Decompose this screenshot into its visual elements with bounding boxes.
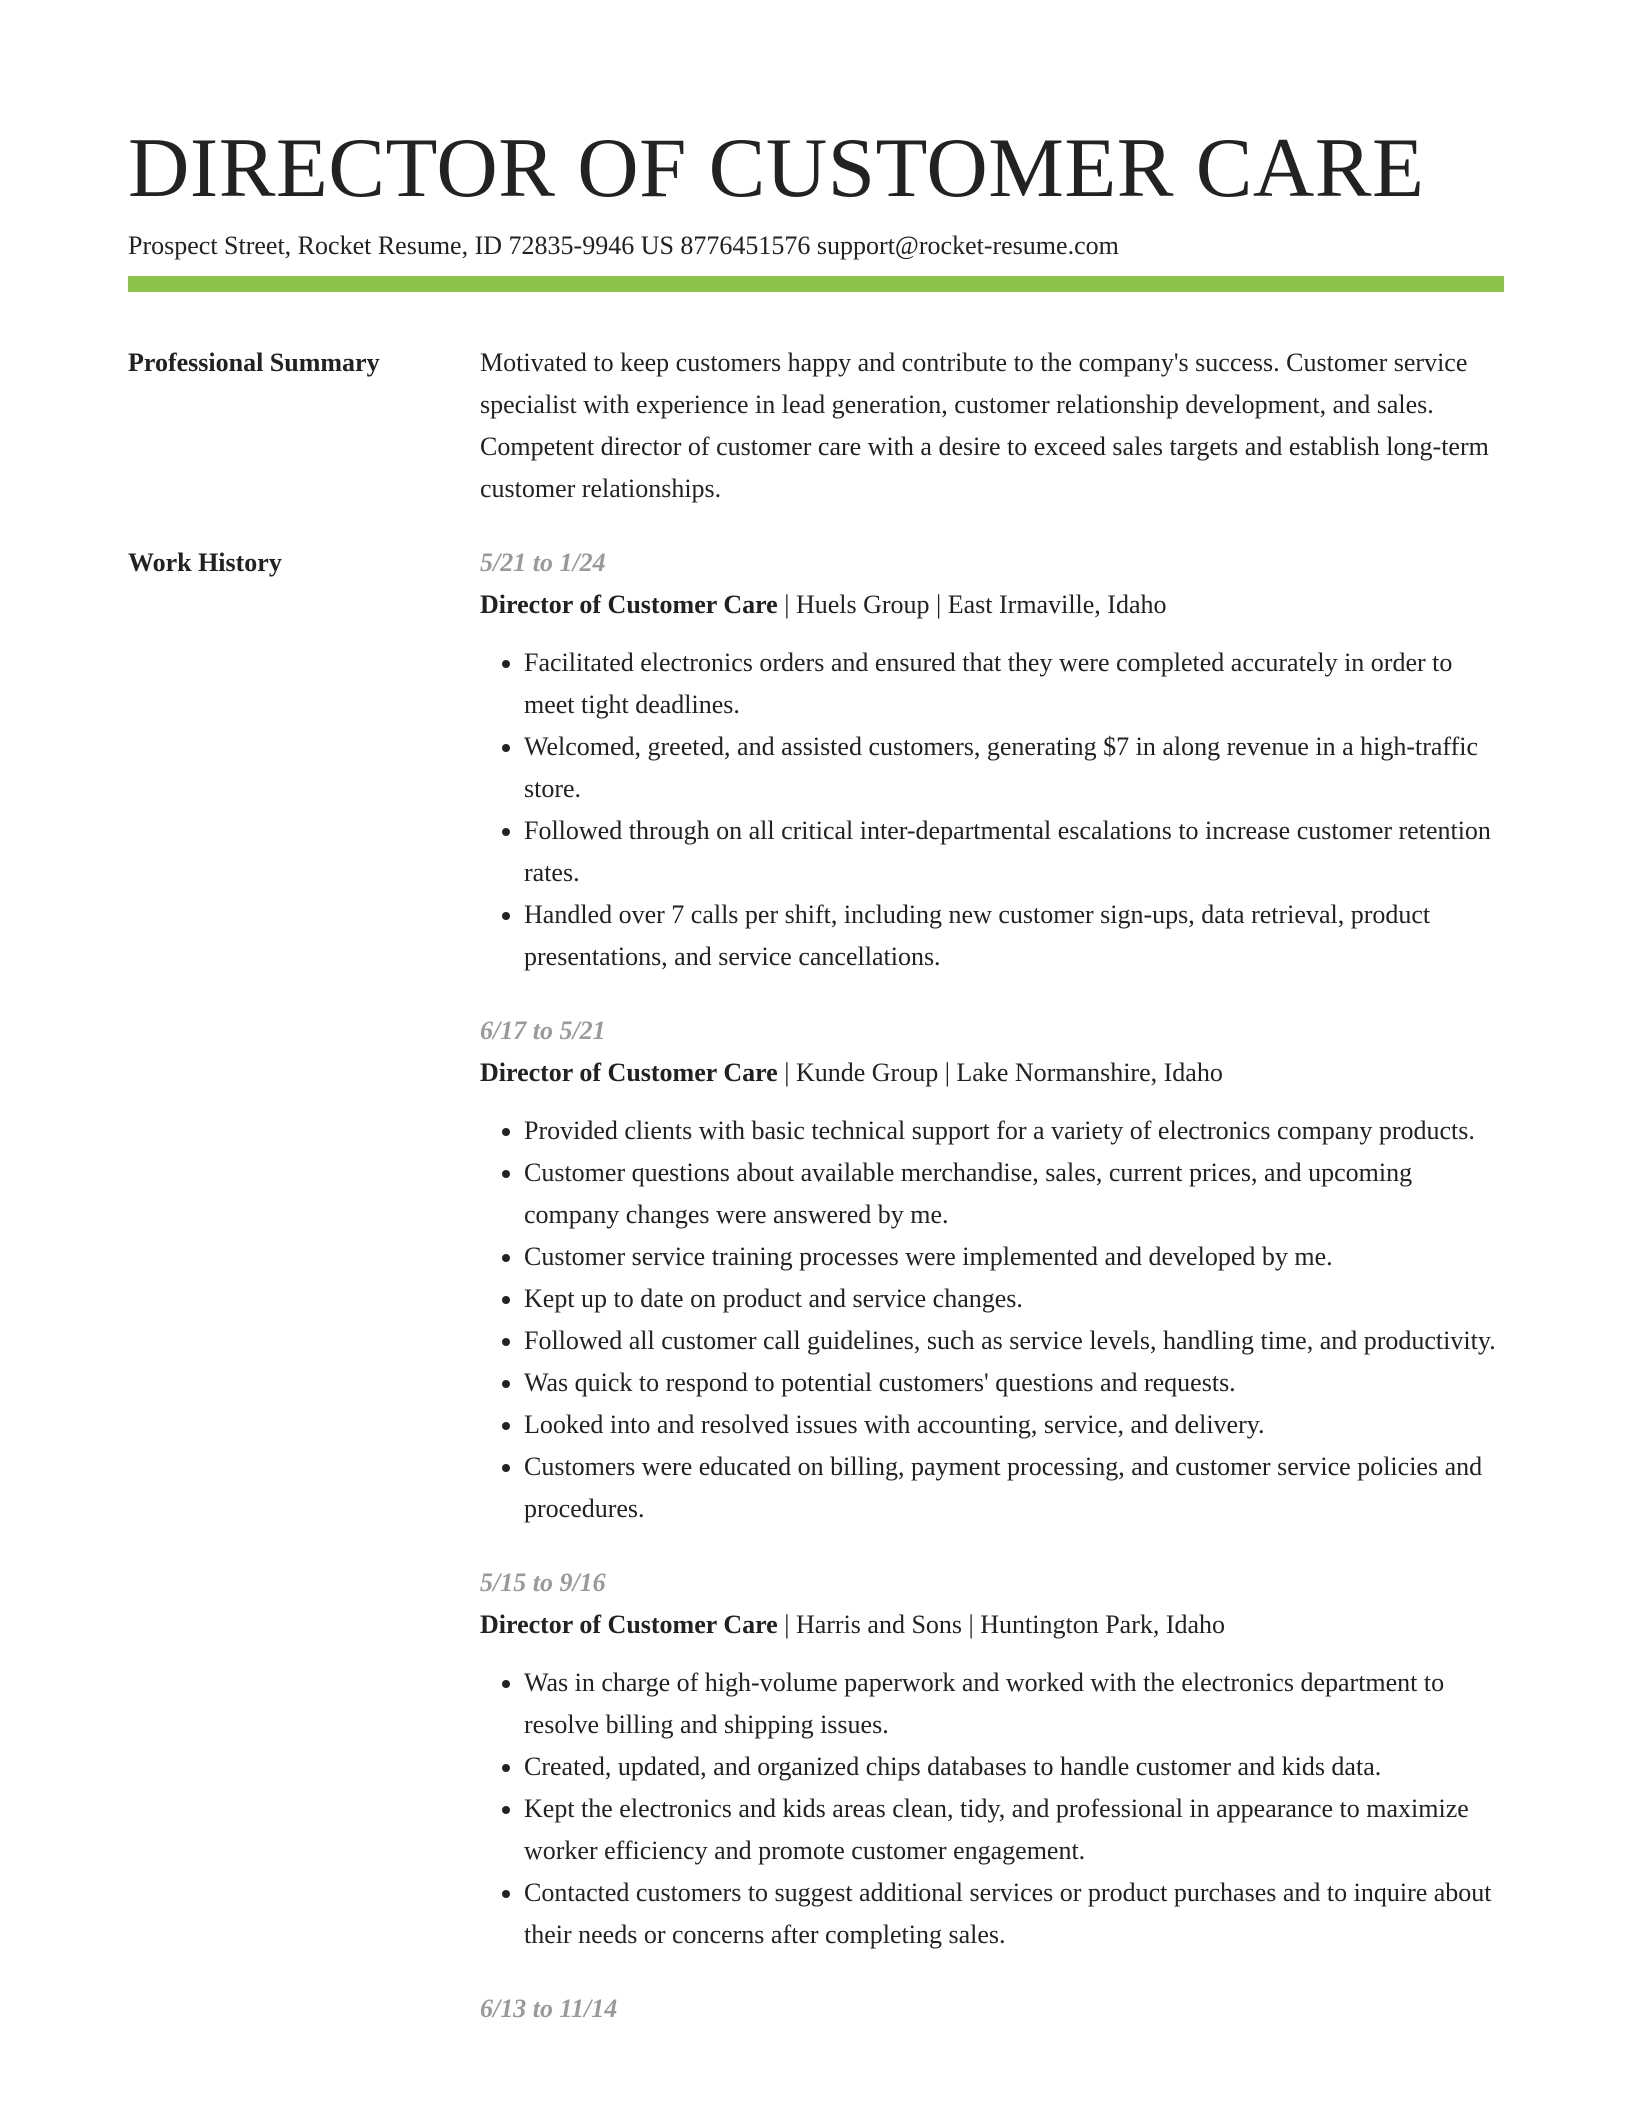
job-bullet: • Was quick to respond to potential customers' questions and requests. — [524, 1362, 1504, 1404]
resume-title: DIRECTOR OF CUSTOMER CARE — [128, 121, 1425, 215]
job-separator: | — [962, 1610, 981, 1639]
job-title-line — [480, 1052, 1504, 1094]
job-dates: 5/15 to 9/16 — [480, 1568, 606, 1597]
section-heading: Work History — [128, 548, 282, 577]
professional-summary-section — [128, 342, 1504, 510]
job-bullet: • Created, updated, and organized chips databases to handle customer and kids data. — [524, 1746, 1504, 1788]
resume-page — [128, 0, 1504, 2030]
work-history-section — [128, 542, 1504, 2030]
work-history-list — [480, 542, 1504, 2030]
job-bullet: • Followed through on all critical inter-departmental escalations to increase customer retention rates. — [524, 810, 1504, 894]
job-separator: | — [929, 590, 948, 619]
job-company: Harris and Sons — [795, 1610, 963, 1639]
job-title: Director of Customer Care — [480, 1610, 778, 1639]
job-bullet: • Welcomed, greeted, and assisted customers, generating $7 in along revenue in a high-traffic store. — [524, 726, 1504, 810]
job-bullet: • Looked into and resolved issues with accounting, service, and delivery. — [524, 1404, 1504, 1446]
contact-line: Prospect Street, Rocket Resume, ID 72835-9946 US 8776451576 support@rocket-resume.com — [128, 231, 1119, 260]
job-separator: | — [777, 1610, 796, 1639]
job-bullet: • Kept up to date on product and service changes. — [524, 1278, 1504, 1320]
job-bullet: • Customer questions about available merchandise, sales, current prices, and upcoming company changes were answered by me. — [524, 1152, 1504, 1236]
job-bullet: • Facilitated electronics orders and ensured that they were completed accurately in order to meet tight deadlines. — [524, 642, 1504, 726]
summary-text: Motivated to keep customers happy and contribute to the company's success. Customer service specialist with experience in lead generation, customer relationship development, and sales. Competent director of customer care with a desire to exceed sales targets and establish long-term customer relationships. — [480, 348, 1489, 503]
job-separator: | — [777, 1058, 796, 1087]
job-entry — [480, 1562, 1504, 1956]
job-entry — [480, 1010, 1504, 1530]
job-company: Huels Group — [795, 590, 930, 619]
section-heading: Professional Summary — [128, 348, 380, 377]
job-bullet: • Provided clients with basic technical support for a variety of electronics company products. — [524, 1110, 1504, 1152]
job-location: Huntington Park, Idaho — [980, 1610, 1226, 1639]
section-body — [480, 342, 1504, 510]
job-dates: 6/17 to 5/21 — [480, 1016, 606, 1045]
job-bullet: • Customer service training processes were implemented and developed by me. — [524, 1236, 1504, 1278]
job-title-line — [480, 584, 1504, 626]
job-bullet: • Followed all customer call guidelines, such as service levels, handling time, and productivity. — [524, 1320, 1504, 1362]
job-title: Director of Customer Care — [480, 590, 778, 619]
job-bullet: • Customers were educated on billing, payment processing, and customer service policies and procedures. — [524, 1446, 1504, 1530]
job-dates: 5/21 to 1/24 — [480, 548, 606, 577]
job-title: Director of Customer Care — [480, 1058, 778, 1087]
job-title-line — [480, 1604, 1504, 1646]
job-separator: | — [938, 1058, 957, 1087]
job-company: Kunde Group — [795, 1058, 939, 1087]
job-bullet-list — [480, 1110, 1504, 1530]
job-entry — [480, 1988, 1504, 2030]
job-bullet: • Kept the electronics and kids areas clean, tidy, and professional in appearance to maximize worker efficiency and promote customer engagement. — [524, 1788, 1504, 1872]
job-entry — [480, 542, 1504, 978]
job-dates: 6/13 to 11/14 — [480, 1994, 618, 2023]
job-bullet: • Was in charge of high-volume paperwork and worked with the electronics department to resolve billing and shipping issues. — [524, 1662, 1504, 1746]
job-bullet-list — [480, 1662, 1504, 1956]
job-separator: | — [777, 590, 796, 619]
job-bullet: • Handled over 7 calls per shift, including new customer sign-ups, data retrieval, product presentations, and service cancellations. — [524, 894, 1504, 978]
job-bullet-list — [480, 642, 1504, 978]
job-location: Lake Normanshire, Idaho — [956, 1058, 1223, 1087]
job-bullet: • Contacted customers to suggest additional services or product purchases and to inquire about their needs or concerns after completing sales. — [524, 1872, 1504, 1956]
header-divider — [128, 276, 1504, 292]
job-location: East Irmaville, Idaho — [947, 590, 1167, 619]
